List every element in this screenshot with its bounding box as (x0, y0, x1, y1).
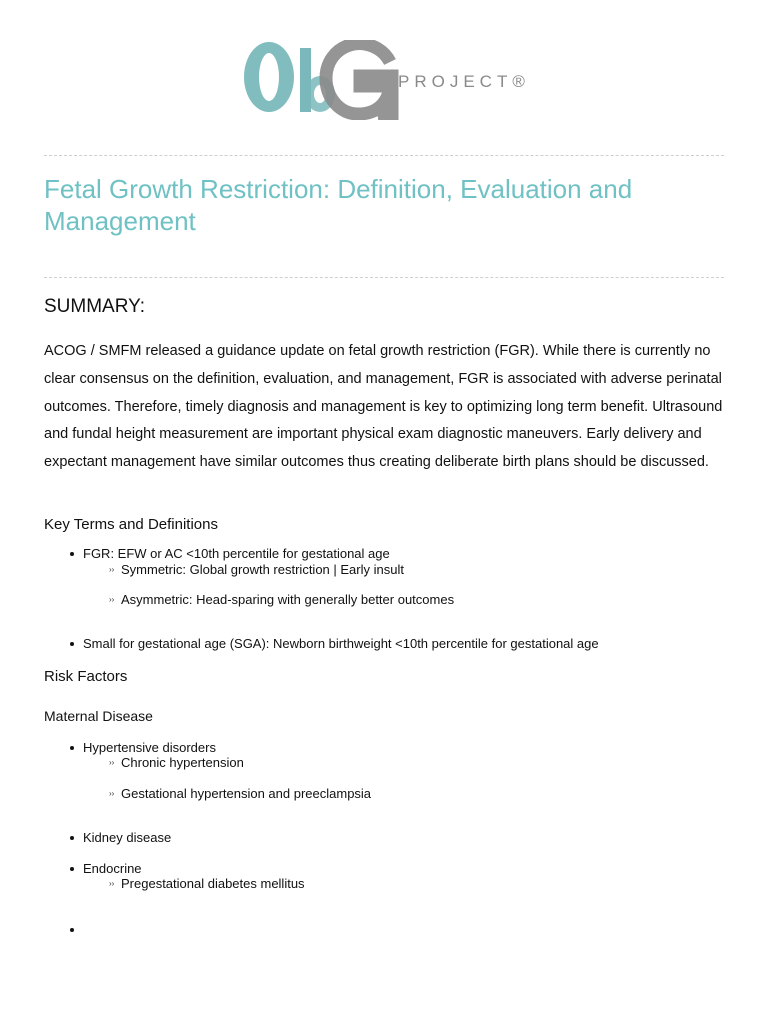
list-item: Endocrine (70, 861, 142, 877)
page-title: Fetal Growth Restriction: Definition, Evaluation and Management (44, 174, 633, 236)
sub-bullet-icon: ›› (109, 758, 115, 767)
sub-bullet-icon: ›› (109, 595, 115, 604)
sub-bullet-icon: ›› (109, 565, 115, 574)
sub-list-item: ›› Chronic hypertension (109, 755, 244, 770)
list-item: Kidney disease (70, 830, 171, 846)
maternal-disease-heading: Maternal Disease (44, 708, 153, 724)
list-item: Hypertensive disorders (70, 740, 216, 756)
risk-factors-heading: Risk Factors (44, 668, 128, 685)
divider-top (44, 155, 724, 156)
list-item (70, 922, 83, 938)
obg-project-logo[interactable] (242, 40, 532, 120)
obg-logo-mark (242, 40, 402, 120)
sub-bullet-icon: ›› (109, 879, 115, 888)
sub-list-item: ›› Symmetric: Global growth restriction | Early insult (109, 562, 404, 577)
sub-list-item: ›› Asymmetric: Head-sparing with generally better outcomes (109, 592, 455, 607)
summary-paragraph: ACOG / SMFM released a guidance update on fetal growth restriction (FGR). While there is currently no clear consensus on the definition, evaluation, and management, FGR is associated with adverse perinatal outcomes. Therefore, timely diagnosis and management is key to optimizing long term benefit. Ultrasound and fundal height measurement are important physical exam diagnostic maneuvers. Early delivery and expectant management have similar outcomes thus creating deliberate birth plans should be discussed. (44, 343, 723, 471)
summary-heading: SUMMARY: (44, 296, 146, 317)
list-item: FGR: EFW or AC <10th percentile for gestational age (70, 546, 390, 562)
key-terms-heading: Key Terms and Definitions (44, 516, 218, 533)
sub-bullet-icon: ›› (109, 789, 115, 798)
sub-list-item: ›› Pregestational diabetes mellitus (109, 876, 305, 891)
sub-list-item: ›› Gestational hypertension and preeclampsia (109, 786, 372, 801)
list-item: Small for gestational age (SGA): Newborn birthweight <10th percentile for gestational age (70, 636, 599, 652)
divider-bottom (44, 277, 724, 278)
logo-project-text: PROJECT® (398, 72, 530, 91)
